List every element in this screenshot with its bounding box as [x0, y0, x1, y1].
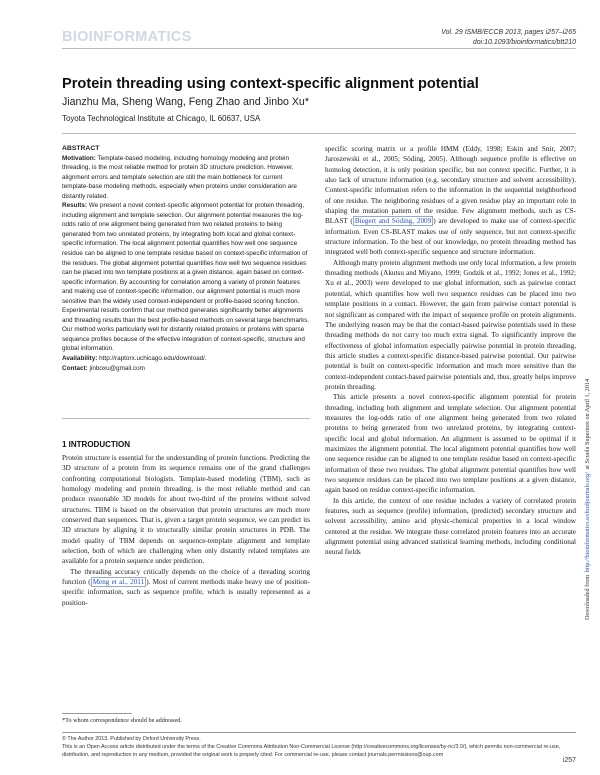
citation-doi: doi:10.1093/bioinformatics/btt210 [472, 39, 576, 46]
motivation-label: Motivation: [62, 154, 96, 162]
download-suffix: at Scuola Superiore on April 1, 2014 [584, 378, 591, 471]
download-watermark [584, 200, 591, 620]
intro-p2-end: ). Most of current methods make heavy use of position-specific information, such as sequence profile, which is usually represented as a position- [62, 578, 310, 607]
license-footer [62, 735, 576, 760]
contact-label: Contact: [62, 364, 88, 372]
title-rule [62, 133, 576, 134]
download-url-link[interactable]: http://bioinformatics.oxfordjournals.org/ [584, 472, 591, 573]
download-prefix: Downloaded from [584, 573, 591, 620]
abstract-results [62, 201, 310, 354]
page-number: i257 [562, 757, 576, 764]
citation-block [441, 28, 576, 48]
abstract [62, 144, 310, 373]
section-heading-introduction: 1 INTRODUCTION [62, 440, 130, 449]
availability-link[interactable]: http://raptorx.uchicago.edu/download/. [97, 355, 207, 363]
header-rule [62, 48, 576, 49]
right-paragraph-3: This article presents a novel context-specific alignment potential for protein threading, including both alignment and template selection. Our alignment potential measures the log-odds ratio of one alignment being generated from two related proteins to being generated from two unrelated proteins, by integrating context-specific local and global information. An alignment is assumed to be optimal if it maximizes the alignment potential. The local alignment potential quantifies how well one sequence residue can be aligned to one template residue based on context-specific information of these two residues. The global alignment potential quantifies how well two sequence residues can be placed into two template positions at a given distance, again based on residue context-specific information. [325, 393, 576, 495]
footnote-rule [62, 713, 132, 714]
abstract-motivation [62, 154, 310, 202]
motivation-text: Template-based modeling, including homology modeling and protein threading, is the most reliable method for protein 3D structure prediction. However, alignment errors and template selection are still the main bottleneck for current template-base modeling methods, especially when proteins under consideration are distantly related. [62, 154, 297, 200]
abstract-rule [62, 418, 310, 419]
abstract-contact [62, 364, 310, 374]
reference-link-meng[interactable]: Meng et al., 2011 [92, 578, 145, 587]
abstract-heading: ABSTRACT [62, 145, 100, 152]
correspondence-footnote: *To whom correspondence should be addressed. [62, 717, 182, 724]
right-p1-end: ) are developed to make use of context-specific information. Even CS-BLAST makes use of only sequence, but not context-specific structure information. To the best of our knowledge, no protein threading method has integrated well both context-specific sequence and structure information. [325, 217, 577, 257]
right-paragraph-1 [325, 144, 576, 258]
availability-label: Availability: [62, 355, 98, 363]
right-paragraph-2: Although many protein alignment methods use only local information, a few protein threading methods (Akutsu and Miyano, 1999; Godzik et al., 1992; Jones et al., 1992; Xu et al., 2003) were developed to use global information, such as pairwise contact potential, which quantifies how well two sequence residues can be placed into two template positions in a contact. However, the gain from pairwise contact potential is not significant as compared with the impact of sequence profile on protein alignments. The underlying reason may be that the contact-based pairwise potentials used in these threading methods do not carry too much extra signal. To significantly improve the effectiveness of global information especially pairwise potential in protein threading, this article studies a context-specific distance-based pairwise potential. Our pairwise potential is built on context-specific information and much more sensitive than the context-independent contact-based pairwise potentials and, thus, greatly helps improve protein threading. [325, 258, 576, 391]
copyright-notice: © The Author 2013. Published by Oxford University Press. [62, 736, 201, 742]
intro-paragraph-2 [62, 567, 310, 608]
paper-affiliation: Toyota Technological Institute at Chicago, IL 60637, USA [62, 114, 261, 123]
right-p1-start: specific scoring matrix or a profile HMM (Eddy, 1998; Eskin and Snir, 2007; Jaroszewski et al., 2005; Söding, 2005). Although sequence profile is effective on homolog detection, it is only position specific, but not context specific. Further, it is also lack of structure information (e.g. secondary structure and solvent accessibility). Context-specific information refers to the information in the sequential neighborhood of one residue. The neighboring residues of a given residue play an important role in shaping the mutation pattern of the residue. Few alignment methods, such as CS-BLAST ( [325, 145, 576, 226]
reference-link-biegert[interactable]: Biegert and Söding, 2009 [354, 217, 432, 226]
footer-rule [62, 732, 576, 733]
abstract-availability [62, 354, 310, 364]
paper-authors: Jianzhu Ma, Sheng Wang, Feng Zhao and Jinbo Xu* [62, 96, 309, 108]
paper-title: Protein threading using context-specific alignment potential [62, 76, 479, 92]
license-text: This is an Open Access article distributed under the terms of the Creative Commons Attribution Non-Commercial License (http://creativecommons.org/licenses/by-nc/3.0/), which permits non-commercial re-use, distribution, and reproduction in any medium, provided the original work is properly cited. For commercial re-use, please contact journals.permissions@oup.com [62, 744, 561, 759]
intro-p2-start: The threading accuracy critically depends on the choice of a threading scoring function ( [62, 567, 310, 587]
contact-email[interactable]: jinboxu@gmail.com [87, 364, 145, 372]
results-text: We present a novel context-specific alignment potential for protein threading, including alignment and template selection. Our alignment potential measures the log-odds ratio of one alignment being generated from two related proteins to being generated from two unrelated proteins, by integrating both local and global context-specific information. The local alignment potential quantifies how well one sequence residue can be aligned to one template residue based on context-specific information of the residues. The global alignment potential quantifies how well two sequence residues can be placed into two template positions at a given distance, again based on context-specific information. By accounting for correlation among a variety of protein features and making use of context-specific information, our alignment potential is much more sensitive than the widely used context-independent or profile-based scoring function. Experimental results confirm that our method generates significantly better alignments and threading results than the best profile-based methods on several large benchmarks. Our method works particularly well for distantly related proteins or proteins with sparse sequence profiles because of the effective integration of context-specific, structure and global information. [62, 202, 310, 353]
left-column-body [62, 453, 310, 608]
results-label: Results: [62, 202, 88, 210]
citation-volume: Vol. 29 ISMB/ECCB 2013, pages i257–i265 [441, 29, 576, 36]
intro-paragraph-1: Protein structure is essential for the understanding of protein functions. Predicting the 3D structure of a protein from its sequence remains one of the grand challenges confronting computational biologists. Template-based modeling (TBM), such as homology modeling and protein threading, is the most reliable method and can produce reasonable 3D models for about two-third of the proteins without solved structures. TBM is based on the observation that protein structures are much more conserved than sequences. That is, given a target protein sequence, we can predict its 3D structure by aligning it to structurally similar protein structures in PDB. The model quality of TBM depends on sequence-template alignment and template selection, both of which are challenging when only distantly related templates are available for a protein sequence under prediction. [62, 454, 310, 566]
right-column-body [325, 144, 576, 558]
right-paragraph-4: In this article, the context of one residue includes a variety of correlated protein features, such as sequence (profile) information, (predicted) secondary structure and solvent accessibility, amino acid physic-chemical properties in a local window centered at the residue. We integrate these correlated protein features into an accurate alignment potential using advanced statistical learning methods, including conditional neural fields [325, 496, 576, 557]
journal-logo: BIOINFORMATICS [62, 29, 192, 45]
